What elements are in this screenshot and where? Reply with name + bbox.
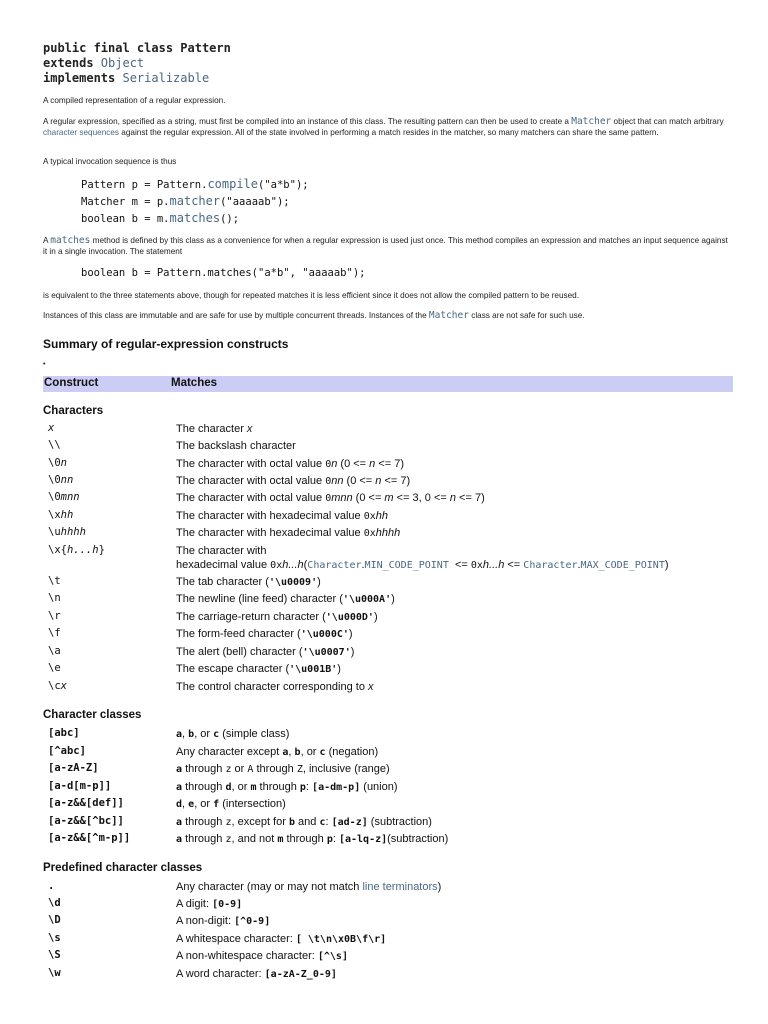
- table-row: [43, 762, 733, 779]
- intro-paragraph-2: [43, 117, 733, 138]
- code-line-4: boolean b = Pattern.matches("a*b", "aaaaab");: [81, 267, 366, 279]
- matches-cell: The form-feed character ('\u000C'): [176, 628, 353, 640]
- table-row: [43, 526, 733, 543]
- p2-text-c: against the regular expression. All of the state involved in performing a match resides in the matcher, so many matchers can share the same pattern.: [119, 127, 659, 137]
- matches-cell: a, b, or c (simple class): [176, 728, 290, 740]
- column-header-construct: Construct: [44, 377, 99, 389]
- construct-cell: \0mnn: [48, 491, 80, 503]
- table-row: [43, 422, 733, 439]
- matches-cell: a through d, or m through p: [a-dm-p] (union): [176, 781, 398, 793]
- matches-cell: a through z or A through Z, inclusive (range): [176, 763, 390, 775]
- table-row: [43, 457, 733, 474]
- matches-cell: The newline (line feed) character ('\u000A'): [176, 593, 395, 605]
- class-declaration: [43, 41, 231, 86]
- matches-cell: The alert (bell) character ('\u0007'): [176, 646, 355, 658]
- matches-cell: a through z, and not m through p: [a-lq-z](subtraction): [176, 833, 449, 845]
- p4-text-b: method is defined by this class as a convenience for when a regular expression is used just once. This method compiles an expression and matches an input sequence against it in a single invocation. The statement: [43, 236, 728, 256]
- matches-cell: A non-digit: [^0-9]: [176, 915, 271, 927]
- code-line-2: [43, 193, 309, 210]
- intro-paragraph-5: is equivalent to the three statements above, though for repeated matches it is less efficient since it does not allow the compiled pattern to be reused.: [43, 291, 579, 300]
- matches-cell: Any character except a, b, or c (negation): [176, 746, 379, 758]
- character-sequences-link[interactable]: character sequences: [43, 127, 120, 137]
- summary-heading: Summary of regular-expression constructs: [43, 337, 289, 351]
- matches-cell: d, e, or f (intersection): [176, 798, 286, 810]
- matches-cell: The backslash character: [176, 440, 296, 452]
- construct-cell: \x{h...h}: [48, 544, 105, 556]
- p2-text-a: A regular expression, specified as a string, must first be compiled into an instance of this class. The resulting pattern can then be used to create a: [43, 117, 572, 126]
- construct-cell: [abc]: [48, 727, 80, 739]
- object-link[interactable]: Object: [100, 56, 145, 70]
- intro-paragraph-1: A compiled representation of a regular expression.: [43, 96, 226, 105]
- matches-cell: A word character: [a-zA-Z_0-9]: [176, 968, 337, 980]
- table-row: [43, 474, 733, 491]
- construct-cell: \0n: [48, 457, 67, 469]
- section-character-classes: Character classes: [43, 709, 142, 721]
- construct-cell: \f: [48, 627, 61, 639]
- construct-cell: \r: [48, 610, 61, 622]
- code2-b: ("aaaaab");: [220, 196, 290, 208]
- matcher-method-link[interactable]: matcher: [169, 194, 221, 208]
- table-row: [43, 439, 733, 456]
- construct-cell: \t: [48, 575, 61, 587]
- matches-cell: a through z, except for b and c: [ad-z] (subtraction): [176, 816, 432, 828]
- construct-cell: \s: [48, 932, 61, 944]
- table-row: [43, 592, 733, 609]
- matches-cell: The character with hexadecimal value 0xhhhh: [176, 527, 401, 539]
- table-row: [43, 491, 733, 508]
- matches-cell: The carriage-return character ('\u000D'): [176, 611, 378, 623]
- construct-cell: \uhhhh: [48, 526, 86, 538]
- code3-a: boolean b = m.: [81, 213, 170, 225]
- declaration-line-1: public final class Pattern: [43, 41, 231, 55]
- matches-cell: The control character corresponding to x: [176, 681, 374, 693]
- intro-paragraph-3: A typical invocation sequence is thus: [43, 157, 177, 166]
- construct-cell: \n: [48, 592, 61, 604]
- table-row: [43, 932, 733, 949]
- construct-cell: [^abc]: [48, 745, 86, 757]
- construct-cell: \cx: [48, 680, 67, 692]
- matches-cell: A non-whitespace character: [^\s]: [176, 950, 348, 962]
- construct-cell: \D: [48, 914, 61, 926]
- table-row: [43, 832, 733, 849]
- p6-text-b: class are not safe for such use.: [468, 311, 585, 320]
- construct-cell: [a-d[m-p]]: [48, 780, 112, 792]
- construct-cell: \a: [48, 645, 61, 657]
- serializable-link[interactable]: Serializable: [122, 71, 210, 85]
- construct-cell: \xhh: [48, 509, 74, 521]
- declaration-line-2: [43, 56, 231, 71]
- p2-text-b: object that can match arbitrary: [611, 117, 724, 126]
- construct-cell: [a-z&&[^m-p]]: [48, 832, 131, 844]
- matches-method-link[interactable]: matches: [169, 211, 221, 225]
- matches-cell: The character with octal value 0mnn (0 <= m <= 3, 0 <= n <= 7): [176, 492, 485, 504]
- p4-text-a: A: [43, 236, 51, 245]
- table-row: [43, 797, 733, 814]
- table-row: [43, 680, 733, 697]
- matches-cell: The escape character ('\u001B'): [176, 663, 341, 675]
- matches-cell: The character with hexadecimal value 0xhh: [176, 510, 389, 522]
- matches-cell: The character with hexadecimal value 0xh...h(Character.MIN_CODE_POINT <= 0xh...h <= Character.MAX_CODE_POINT): [176, 545, 669, 571]
- column-header-matches: Matches: [171, 377, 218, 389]
- matches-cell: The character with octal value 0n (0 <= n <= 7): [176, 458, 405, 470]
- construct-cell: x: [48, 422, 55, 434]
- code1-b: ("a*b");: [258, 179, 309, 191]
- construct-cell: \e: [48, 662, 61, 674]
- matches-cell: The character with octal value 0nn (0 <= n <= 7): [176, 475, 411, 487]
- matches-link[interactable]: matches: [50, 235, 91, 246]
- matches-cell: The tab character ('\u0009'): [176, 576, 321, 588]
- matches-cell: A whitespace character: [ \t\n\x0B\f\r]: [176, 933, 387, 945]
- table-row: [43, 780, 733, 797]
- table-row: [43, 914, 733, 931]
- table-row: [43, 610, 733, 627]
- code2-a: Matcher m = p.: [81, 196, 170, 208]
- code-line-3: [43, 210, 309, 227]
- table-row: [43, 509, 733, 526]
- table-row: [43, 745, 733, 762]
- table-row: [43, 575, 733, 592]
- table-row: [43, 949, 733, 966]
- matcher-link[interactable]: Matcher: [571, 116, 612, 127]
- construct-cell: .: [48, 880, 55, 892]
- table-row: [43, 815, 733, 832]
- construct-cell: \w: [48, 967, 61, 979]
- matcher-link-2[interactable]: Matcher: [428, 310, 469, 321]
- construct-cell: \S: [48, 949, 61, 961]
- table-header: [43, 376, 733, 392]
- construct-cell: [a-zA-Z]: [48, 762, 99, 774]
- matches-cell: The character x: [176, 423, 253, 435]
- construct-cell: [a-z&&[def]]: [48, 797, 124, 809]
- construct-cell: \d: [48, 897, 61, 909]
- section-characters: Characters: [43, 405, 104, 417]
- compile-link[interactable]: compile: [207, 177, 259, 191]
- construct-cell: \0nn: [48, 474, 74, 486]
- table-row: [43, 544, 733, 576]
- matches-cell: A digit: [0-9]: [176, 898, 243, 910]
- extends-keyword: extends: [43, 56, 101, 70]
- declaration-line-3: [43, 71, 231, 86]
- construct-cell: \\: [48, 439, 61, 451]
- code-example-block: [43, 176, 309, 227]
- intro-paragraph-6: [43, 311, 733, 322]
- table-row: [43, 727, 733, 744]
- table-row: [43, 880, 733, 897]
- table-row: [43, 627, 733, 644]
- construct-cell: [a-z&&[^bc]]: [48, 815, 124, 827]
- table-row: [43, 897, 733, 914]
- table-row: [43, 967, 733, 984]
- intro-paragraph-4: [43, 236, 733, 257]
- section-predefined: Predefined character classes: [43, 862, 203, 874]
- matches-cell: Any character (may or may not match line terminators): [176, 881, 442, 893]
- code3-b: ();: [220, 213, 240, 225]
- bullet-marker: •: [43, 361, 46, 368]
- code1-a: Pattern p = Pattern.: [81, 179, 208, 191]
- line-terminators-link[interactable]: line terminators: [362, 881, 438, 893]
- table-row: [43, 645, 733, 662]
- p6-text-a: Instances of this class are immutable and are safe for use by multiple concurrent threads. Instances of the: [43, 311, 429, 320]
- implements-keyword: implements: [43, 71, 123, 85]
- table-row: [43, 662, 733, 679]
- code-line-1: [43, 176, 309, 193]
